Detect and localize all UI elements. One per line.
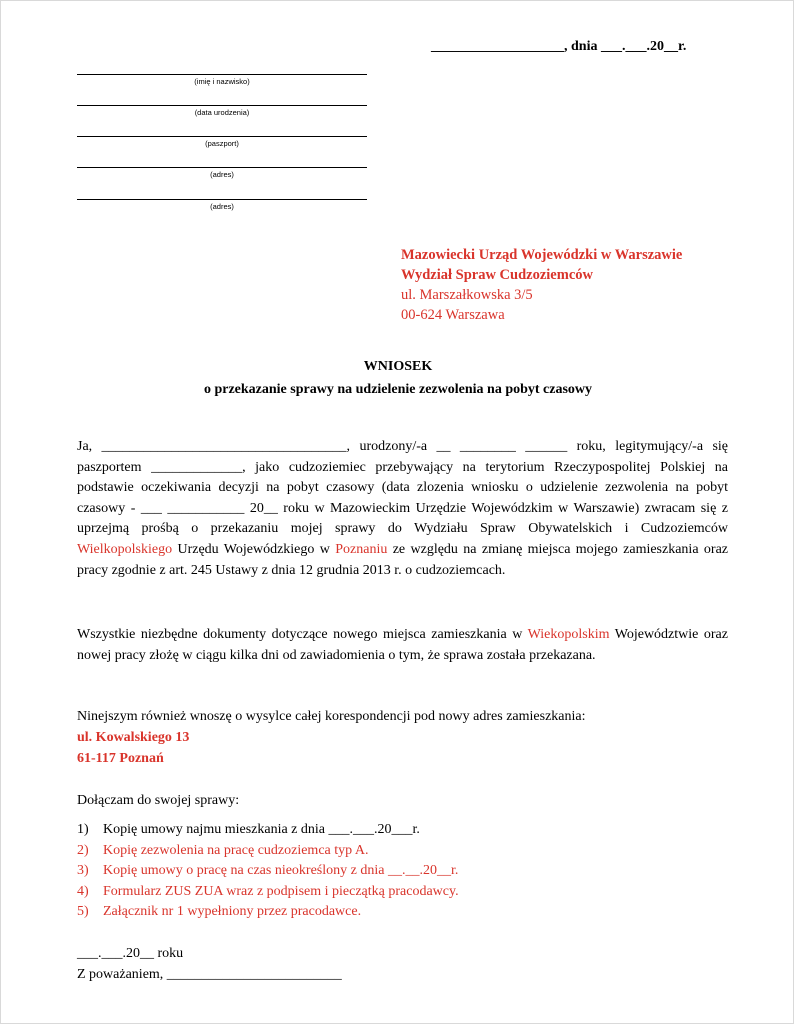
document-subtitle: o przekazanie sprawy na udzielenie zezwolenia na pobyt czasowy xyxy=(203,382,593,397)
passport-field xyxy=(77,136,367,148)
request-text-2: Urzędu Wojewódzkiego w xyxy=(172,541,336,557)
address-field-1-caption: (adres) xyxy=(210,170,234,179)
attachment-text: Kopię umowy o pracę na czas nieokreślony z dnia __.__.20__r. xyxy=(103,863,459,879)
city-highlight: Poznaniu xyxy=(335,541,388,557)
date-place-line: ___________________, dnia ___.___.20__r. xyxy=(431,39,687,54)
address-field-2-caption: (adres) xyxy=(210,202,234,211)
attachment-number: 1) xyxy=(77,822,89,837)
attachments-intro: Dołączam do swojej sprawy: xyxy=(77,793,240,808)
attachment-text: Załącznik nr 1 wypełniony przez pracodawce. xyxy=(103,904,362,920)
addressee-city: 00-624 Warszawa xyxy=(401,307,505,323)
addressee-block xyxy=(401,245,682,325)
attachment-item xyxy=(77,841,459,862)
attachments-list xyxy=(77,820,459,923)
voivodeship-highlight: Wiekopolskim xyxy=(527,627,610,642)
attachment-number: 3) xyxy=(77,863,89,879)
name-field-line xyxy=(77,74,367,75)
birthdate-field-caption: (data urodzenia) xyxy=(194,108,250,117)
address-field-1 xyxy=(77,167,367,179)
request-paragraph xyxy=(77,437,728,581)
passport-field-line xyxy=(77,136,367,137)
attachment-number: 5) xyxy=(77,904,89,920)
correspondence-paragraph: Ninejszym również wnoszę o wysylce całej korespondencji pod nowy adres zamieszkania: xyxy=(77,709,586,724)
attachment-item xyxy=(77,882,459,903)
documents-text-2: Województwie oraz nowej pracy złożę w ciągu kilka dni od zawiadomienia o tym, że sprawa została przekazana. xyxy=(77,627,728,663)
attachment-text: Formularz ZUS ZUA wraz z podpisem i pieczątką pracodawcy. xyxy=(103,883,459,899)
birthdate-field xyxy=(77,105,367,117)
documents-text-1: Wszystkie niezbędne dokumenty dotyczące nowego miejsca zamieszkania w xyxy=(77,627,528,642)
closing-regards: Z poważaniem, _________________________ xyxy=(77,967,342,982)
closing-date: ___.___.20__ roku xyxy=(77,946,184,961)
addressee-department: Wydział Spraw Cudzoziemców xyxy=(401,267,593,283)
new-address-city: 61-117 Poznań xyxy=(77,751,164,766)
address-field-2-line xyxy=(77,199,367,200)
attachment-item xyxy=(77,902,459,923)
name-field-caption: (imię i nazwisko) xyxy=(194,77,250,86)
attachment-item xyxy=(77,861,459,882)
addressee-office: Mazowiecki Urząd Wojewódzki w Warszawie xyxy=(401,247,683,263)
passport-field-caption: (paszport) xyxy=(205,139,239,148)
birthdate-field-line xyxy=(77,105,367,106)
attachment-number: 2) xyxy=(77,842,89,858)
addressee-street: ul. Marszałkowska 3/5 xyxy=(401,287,533,303)
address-field-2 xyxy=(77,199,367,211)
documents-paragraph xyxy=(77,625,728,666)
new-address-street: ul. Kowalskiego 13 xyxy=(77,730,190,745)
attachment-text: Kopię zezwolenia na pracę cudzoziemca typ A. xyxy=(103,842,369,858)
attachment-text: Kopię umowy najmu mieszkania z dnia ___.___.20___r. xyxy=(103,822,420,837)
region-highlight: Wielkopolskiego xyxy=(77,541,173,557)
address-field-1-line xyxy=(77,167,367,168)
name-field xyxy=(77,74,367,86)
request-text-3: ze względu na zmianę miejsca mojego zamieszkania oraz pracy zgodnie z art. 245 Ustawy z dnia 12 grudnia 2013 r. o cudzoziemcach. xyxy=(77,541,728,578)
request-text-1: Ja, ___________________________________, urodzony/-a __ ________ ______ roku, legitymujący/-a się paszportem _____________, jako cudzoziemiec przebywający na terytorium Rzeczypospolitej Polskiej na podstawie oczekiwania decyzji na pobyt czasowy (data zlozenia wniosku o udzielenie zezwolenia na pobyt czasowy - ___ ___________ 20__ roku w Mazowieckim Urzędzie Wojewódzkim w Warszawie) zwracam się z uprzejmą prośbą o przekazaniu mojej sprawy do Wydziału Spraw Obywatelskich i Cudzoziemców xyxy=(77,439,728,537)
attachment-number: 4) xyxy=(77,883,89,899)
document-title: WNIOSEK xyxy=(363,359,433,374)
attachment-item xyxy=(77,820,459,841)
